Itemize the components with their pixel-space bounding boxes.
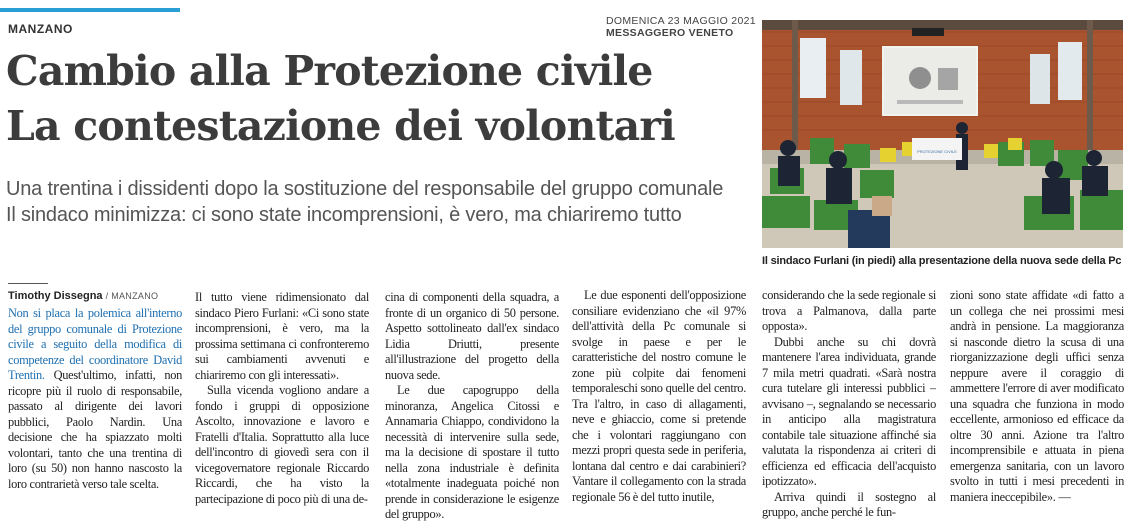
publication-name: MESSAGGERO VENETO bbox=[606, 27, 734, 39]
body-column-3 bbox=[385, 290, 559, 528]
body-column-1 bbox=[8, 306, 182, 528]
paragraph: cina di componenti della squadra, a fronte di un organico di 50 persone. Aspetto sottolineato dall'ex sindaco Lidia Driutti, presente all'illustrazione del progetto della nuova sede. bbox=[385, 290, 559, 382]
byline bbox=[8, 290, 158, 302]
meeting-hall-illustration bbox=[762, 20, 1123, 248]
paragraph: zioni sono state affidate «di fatto a un collega che nei prossimi mesi andrà in pensione. La maggioranza si nasconde dietro la scusa di una riorganizzazione degli uffici senza neppure avere il coraggio di ammettere l'errore di aver modificato una squadra che funziona in modo eccellente, armonioso ed efficace da oltre 30 anni. Azione tra l'altro incomprensibile e attuata in piena emergenza sanitaria, con un lavoro svolto in tutti i mesi precedenti in maniera ineccepibile». — bbox=[950, 288, 1124, 504]
section-label: MANZANO bbox=[8, 22, 73, 36]
subhead-line-1: Una trentina i dissidenti dopo la sostituzione del responsabile del gruppo comunale bbox=[6, 178, 724, 200]
svg-text:PROTEZIONE CIVILE: PROTEZIONE CIVILE bbox=[917, 149, 957, 154]
body-text: Quest'ultimo, infatti, non ricopre più il ruolo di responsabile, passato al dirigente dei lavori pubblici, Paolo Nardin. Una decisione che ha spiazzato molti volontari, tanto che una trentina di loro (su 50) non hanno nascosto la loro contrarietà verso tale scelta. bbox=[8, 368, 182, 491]
body-column-6 bbox=[950, 288, 1124, 528]
paragraph: Le due capogruppo della minoranza, Angelica Citossi e Annamaria Chiappo, condividono la necessità di intervenire sulla sede, ma la decisione di spostare il tutto nella zona industriale è definita «totalmente inadeguata poiché non prende in considerazione le esigenze del gruppo». bbox=[385, 383, 559, 521]
body-column-2 bbox=[195, 290, 369, 528]
paragraph: Dubbi anche su chi dovrà mantenere l'area individuata, grande 7 mila metri quadrati. «Sarà nostra cura tutelare gli interessi pubblici – avvisano –, segnalando se necessario in anticipo alla magistratura contabile tale situazione affinché sia valutata la rispondenza ai criteri di efficienza ed efficacia dell'acquisto ipotizzato». bbox=[762, 334, 936, 488]
paragraph: Sulla vicenda vogliono andare a fondo i gruppi di opposizione Ascolto, innovazione e lavoro e Fratelli d'Italia. Soprattutto alla luce dell'incontro di giovedì sera con il vicegovernatore regionale Riccardo Riccardi, che ha visto la partecipazione di poco più di una de- bbox=[195, 383, 369, 506]
paragraph: considerando che la sede regionale si trova a Palmanova, dalla parte opposta». bbox=[762, 288, 936, 333]
top-accent-rule bbox=[0, 8, 180, 12]
publication-date: DOMENICA 23 MAGGIO 2021 bbox=[606, 15, 756, 27]
body-column-5 bbox=[762, 288, 936, 528]
headline bbox=[6, 44, 675, 154]
lead-text: Non si placa la polemica all'interno del gruppo comunale di Protezione civile a seguito della modifica di competenze del coordinatore David Trentin. bbox=[8, 306, 182, 382]
paragraph: Le due esponenti dell'opposizione consiliare evidenziano che «il 97% dell'attività della Pc comunale si svolge in paese e per le caratteristiche del nostro comune le zone più colpite dai fenomeni temporaleschi sono quelle del centro. Tra l'altro, in caso di allagamenti, neve e ghiaccio, come si pretende che i volontari raggiungano con mezzi propri questa sede in periferia, lontana dal centro e dai carabinieri? Vantare il collegamento con la strada regionale 56 è del tutto inutile, bbox=[572, 288, 746, 504]
dateline bbox=[606, 15, 756, 39]
body-column-4 bbox=[572, 288, 746, 528]
subhead-line-2: Il sindaco minimizza: ci sono state incomprensioni, è vero, ma chiariremo tutto bbox=[6, 204, 682, 226]
byline-rule bbox=[8, 283, 48, 284]
paragraph: Arriva quindi il sostegno al gruppo, anche perché le fun- bbox=[762, 489, 936, 519]
article-photo bbox=[762, 20, 1123, 248]
paragraph bbox=[8, 306, 182, 492]
subheadline bbox=[6, 176, 723, 228]
paragraph: Il tutto viene ridimensionato dal sindaco Piero Furlani: «Ci sono state incomprensioni, è vero, ma la prossima settimana ci confronteremo sui cambiamenti avvenuti e chiariremo con gli interessati». bbox=[195, 290, 369, 382]
headline-line-1: Cambio alla Protezione civile bbox=[6, 47, 653, 95]
author-name: Timothy Dissegna bbox=[8, 290, 103, 302]
headline-line-2: La contestazione dei volontari bbox=[6, 102, 675, 150]
author-place: / MANZANO bbox=[105, 291, 159, 301]
photo-caption: Il sindaco Furlani (in piedi) alla presentazione della nuova sede della Pc bbox=[762, 255, 1122, 267]
